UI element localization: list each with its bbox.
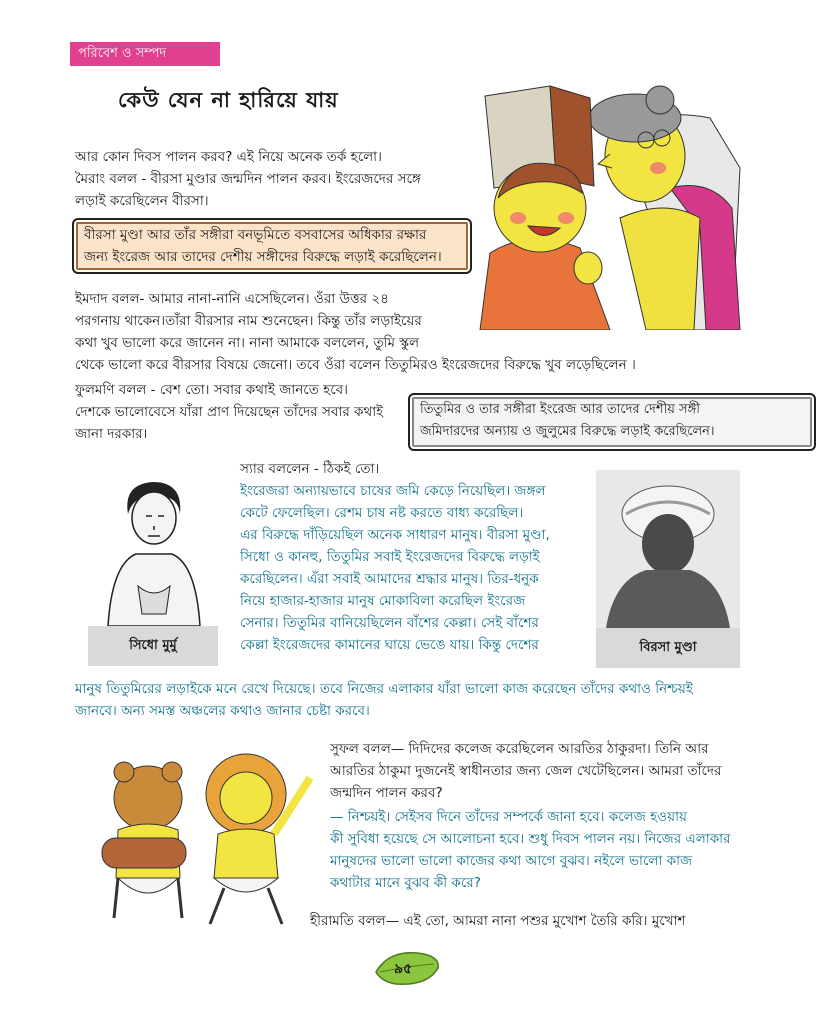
section-tag: পরিবেশ ও সম্পদ: [70, 42, 220, 66]
sir-line5: করেছিলেন। এঁরা সবাই আমাদের শ্রদ্ধার মানুষ। তির-ধনুক: [240, 571, 539, 587]
sufal-line3: জন্মদিন পালন করব?: [330, 785, 443, 801]
info-box-birsa: [72, 218, 472, 274]
box1-line1: বীরসা মুণ্ডা আর তাঁর সঙ্গীরা বনভূমিতে বসবাসের অধিকার রক্ষার: [84, 227, 427, 243]
sir-line1: ইংরেজরা অন্যায়ভাবে চাষের জমি কেড়ে নিয়েছিল। জঙ্গল: [240, 483, 546, 499]
page-number-leaf: [372, 946, 442, 988]
portrait-birsa-munda: [596, 470, 740, 628]
sir-line10: জানবে। অন্য সমস্ত অঞ্চলের কথাও জানার চেষ্টা করবে।: [75, 703, 370, 719]
box2-line2: জমিদারদের অন্যায় ও জুলুমের বিরুদ্ধে লড়াই করেছিলেন।: [420, 424, 715, 439]
sir-line3: এর বিরুদ্ধে দাঁড়িয়েছিল অনেক সাধারণ মানুষ। বীরসা মুণ্ডা,: [240, 527, 550, 543]
portrait-sidho-murmu: [88, 474, 218, 626]
sir-line9: মানুষ তিতুমিরের লড়াইকে মনে রেখে দিয়েছে। তবে নিজের এলাকার যাঁরা ভালো কাজ করেছেন তাঁদের কথাও নিশ্চয়ই: [75, 681, 693, 697]
box2-line1: তিতুমির ও তার সঙ্গীরা ইংরেজ আর তাদের দেশীয় সঙ্গী: [420, 402, 700, 417]
sir-line2: কেটে ফেলেছিল। রেশম চাষ নষ্ট করতে বাধ্য করেছিল।: [240, 505, 524, 521]
para1-line3: লড়াই করেছিলেন বীরসা।: [75, 193, 209, 209]
sir-line4: সিধো ও কানহু, তিতুমির সবাই ইংরেজদের বিরুদ্ধে লড়াই: [240, 549, 540, 565]
para3-line2: দেশকে ভালোবেসে যাঁরা প্রাণ দিয়েছেন তাঁদের সবার কথাই: [75, 404, 384, 420]
para3-line1: ফুলমণি বলল - বেশ তো। সবার কথাই জানতে হবে।: [75, 382, 348, 398]
para2-line1: ইমদাদ বলল- আমার নানা-নানি এসেছিলেন। ওঁরা উত্তর ২৪: [75, 291, 389, 307]
hira-line1: হীরামতি বলল— এই তো, আমরা নানা পশুর মুখোশ তৈরি করি। মুখোশ: [310, 913, 686, 929]
page-number: ৯৫: [394, 961, 413, 977]
sir-line6: নিয়ে হাজার-হাজার মানুষ মোকাবিলা করেছিল ইংরেজ: [240, 593, 526, 609]
para3-line3: জানা দরকার।: [75, 426, 148, 442]
illustration-bear-lion: [78, 738, 323, 928]
reply-line1: — নিশ্চয়ই। সেইসব দিনে তাঁদের সম্পর্কে জানা হবে। কলেজ হওয়ায়: [330, 809, 687, 825]
para2-line3: কথা খুব ভালো করে জানেন না। নানা আমাকে বললেন, তুমি স্কুল: [75, 335, 420, 351]
reply-line3: মানুষদের ভালো ভালো কাজের কথা আগে বুঝব। নইলে ভালো কাজ: [330, 853, 693, 869]
para1-line1: আর কোন দিবস পালন করব? এই নিয়ে অনেক তর্ক হলো।: [75, 149, 382, 165]
sufal-line2: আরতির ঠাকুমা দুজনেই স্বাধীনতার জন্য জেল খেটেছিলেন। আমরা তাঁদের: [330, 763, 722, 779]
sir-line7: সেনার। তিতুমির বানিয়েছিলেন বাঁশের কেল্লা। সেই বাঁশের: [240, 615, 539, 631]
caption-sidho-murmu: সিধো মুর্মু: [88, 626, 218, 666]
sir-line8: কেল্লা ইংরেজদের কামানের ঘায়ে ভেঙে যায়। কিন্তু দেশের: [240, 637, 539, 653]
reply-line4: কথাটার মানে বুঝব কী করে?: [330, 875, 481, 891]
para2-line2: পরগনায় থাকেন।তাঁরা বীরসার নাম শুনেছেন। কিন্তু তাঁর লড়াইয়ের: [75, 313, 422, 329]
caption-birsa-munda: বিরসা মুণ্ডা: [596, 628, 740, 668]
para2-line4: থেকে ভালো করে বীরসার বিষয়ে জেনো। তবে ওঁরা বলেন তিতুমিরও ইংরেজদের বিরুদ্ধে খুব লড়েছিলেন ।: [75, 357, 636, 373]
page-title: কেউ যেন না হারিয়ে যায়: [118, 88, 339, 112]
para1-line2: মৈরাং বলল - বীরসা মুণ্ডার জন্মদিন পালন করব। ইংরেজদের সঙ্গে: [75, 171, 421, 187]
reply-line2: কী সুবিধা হয়েছে সে আলোচনা হবে। শুধু দিবস পালন নয়। নিজের এলাকার: [330, 831, 731, 847]
box1-line2: জন্য ইংরেজ আর তাদের দেশীয় সঙ্গীদের বিরুদ্ধে লড়াই করেছিলেন।: [84, 249, 442, 265]
info-box-titumir: [408, 393, 816, 451]
sir-intro: স্যার বললেন - ঠিকই তো।: [240, 461, 380, 477]
sufal-line1: সুফল বলল— দিদিদের কলেজ করেছিলেন আরতির ঠাকুরদা। তিনি আর: [330, 741, 709, 757]
